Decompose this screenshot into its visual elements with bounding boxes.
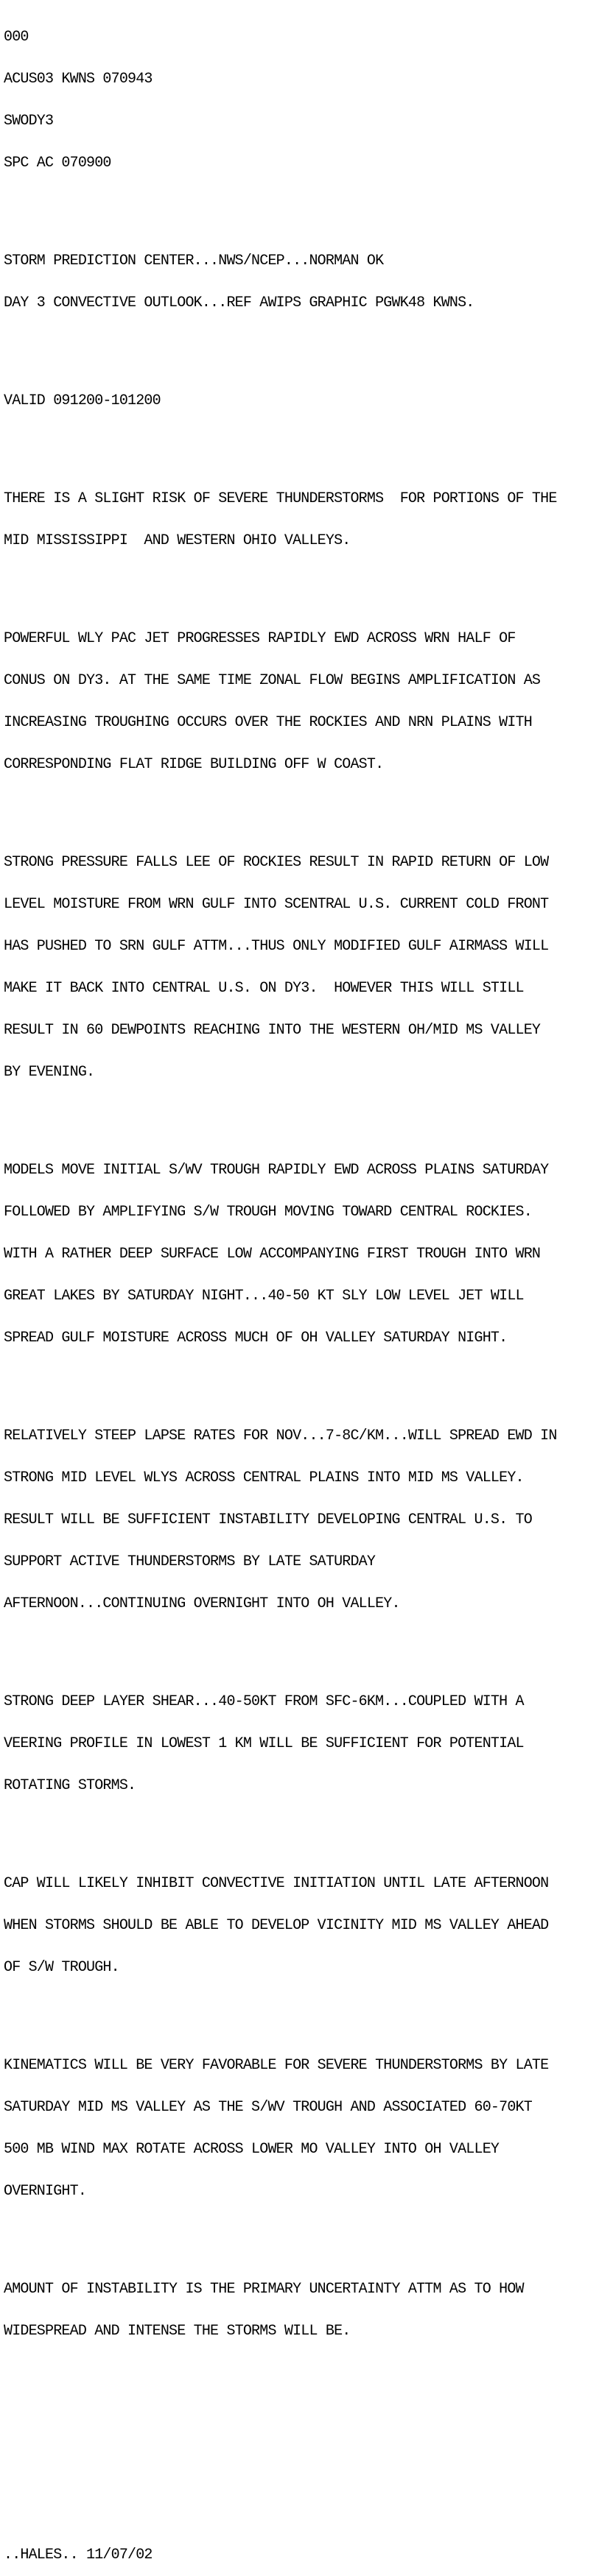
wmo-header-line: ACUS03 KWNS 070943 [4, 71, 153, 88]
synopsis-line: CONUS ON DY3. AT THE SAME TIME ZONAL FLOW BEGINS AMPLIFICATION AS [4, 672, 541, 689]
synopsis-line: POWERFUL WLY PAC JET PROGRESSES RAPIDLY EWD ACROSS WRN HALF OF [4, 630, 516, 647]
cap-paragraph-line: OF S/W TROUGH. [4, 1959, 119, 1976]
moisture-paragraph-line: LEVEL MOISTURE FROM WRN GULF INTO SCENTRAL U.S. CURRENT COLD FRONT [4, 896, 549, 913]
kinematics-paragraph-line: KINEMATICS WILL BE VERY FAVORABLE FOR SEVERE THUNDERSTORMS BY LATE [4, 2057, 549, 2074]
outlook-document [4, 2, 599, 2576]
blank-line [4, 1639, 599, 1653]
blank-line [4, 1821, 599, 1835]
issuance-line: SPC AC 070900 [4, 155, 111, 172]
outlook-title-line: DAY 3 CONVECTIVE OUTLOOK...REF AWIPS GRAPHIC PGWK48 KWNS. [4, 294, 474, 311]
synopsis-line: CORRESPONDING FLAT RIDGE BUILDING OFF W COAST. [4, 756, 384, 773]
uncertainty-paragraph-line: WIDESPREAD AND INTENSE THE STORMS WILL BE. [4, 2323, 351, 2340]
blank-line [4, 1107, 599, 1121]
forecaster-signature: ..HALES.. 11/07/02 [4, 2547, 153, 2563]
models-paragraph-line: GREAT LAKES BY SATURDAY NIGHT...40-50 KT SLY LOW LEVEL JET WILL [4, 1288, 524, 1305]
cap-paragraph-line: WHEN STORMS SHOULD BE ABLE TO DEVELOP VICINITY MID MS VALLEY AHEAD [4, 1917, 549, 1934]
instability-paragraph-line: STRONG MID LEVEL WLYS ACROSS CENTRAL PLAINS INTO MID MS VALLEY. [4, 1469, 524, 1486]
blank-line [4, 436, 599, 450]
blank-line [4, 2002, 599, 2016]
blank-line [4, 2366, 599, 2380]
blank-line [4, 2450, 599, 2464]
blank-line [4, 198, 599, 212]
uncertainty-paragraph-line: AMOUNT OF INSTABILITY IS THE PRIMARY UNCERTAINTY ATTM AS TO HOW [4, 2281, 524, 2298]
awips-id-line: SWODY3 [4, 113, 54, 130]
kinematics-paragraph-line: OVERNIGHT. [4, 2183, 87, 2200]
product-id-line: 000 [4, 29, 29, 46]
cap-paragraph-line: CAP WILL LIKELY INHIBIT CONVECTIVE INITIATION UNTIL LATE AFTERNOON [4, 1875, 549, 1892]
synopsis-line: INCREASING TROUGHING OCCURS OVER THE ROCKIES AND NRN PLAINS WITH [4, 714, 532, 731]
moisture-paragraph-line: RESULT IN 60 DEWPOINTS REACHING INTO THE WESTERN OH/MID MS VALLEY [4, 1022, 541, 1039]
moisture-paragraph-line: BY EVENING. [4, 1064, 95, 1081]
instability-paragraph-line: AFTERNOON...CONTINUING OVERNIGHT INTO OH VALLEY. [4, 1595, 400, 1612]
moisture-paragraph-line: HAS PUSHED TO SRN GULF ATTM...THUS ONLY MODIFIED GULF AIRMASS WILL [4, 938, 549, 955]
blank-line [4, 2492, 599, 2506]
shear-paragraph-line: STRONG DEEP LAYER SHEAR...40-50KT FROM SFC-6KM...COUPLED WITH A [4, 1693, 524, 1710]
moisture-paragraph-line: MAKE IT BACK INTO CENTRAL U.S. ON DY3. HOWEVER THIS WILL STILL [4, 980, 524, 997]
blank-line [4, 2226, 599, 2240]
models-paragraph-line: SPREAD GULF MOISTURE ACROSS MUCH OF OH VALLEY SATURDAY NIGHT. [4, 1330, 508, 1347]
instability-paragraph-line: RESULT WILL BE SUFFICIENT INSTABILITY DEVELOPING CENTRAL U.S. TO [4, 1511, 532, 1528]
blank-line [4, 2408, 599, 2422]
shear-paragraph-line: ROTATING STORMS. [4, 1777, 136, 1794]
office-line: STORM PREDICTION CENTER...NWS/NCEP...NORMAN OK [4, 253, 384, 269]
blank-line [4, 338, 599, 352]
models-paragraph-line: MODELS MOVE INITIAL S/WV TROUGH RAPIDLY EWD ACROSS PLAINS SATURDAY [4, 1162, 549, 1179]
kinematics-paragraph-line: 500 MB WIND MAX ROTATE ACROSS LOWER MO VALLEY INTO OH VALLEY [4, 2141, 500, 2158]
moisture-paragraph-line: STRONG PRESSURE FALLS LEE OF ROCKIES RESULT IN RAPID RETURN OF LOW [4, 854, 549, 871]
risk-summary-line: MID MISSISSIPPI AND WESTERN OHIO VALLEYS. [4, 532, 351, 549]
blank-line [4, 576, 599, 590]
models-paragraph-line: FOLLOWED BY AMPLIFYING S/W TROUGH MOVING TOWARD CENTRAL ROCKIES. [4, 1204, 532, 1221]
valid-time-line: VALID 091200-101200 [4, 392, 161, 409]
models-paragraph-line: WITH A RATHER DEEP SURFACE LOW ACCOMPANYING FIRST TROUGH INTO WRN [4, 1246, 541, 1263]
blank-line [4, 1373, 599, 1387]
instability-paragraph-line: SUPPORT ACTIVE THUNDERSTORMS BY LATE SATURDAY [4, 1553, 376, 1570]
instability-paragraph-line: RELATIVELY STEEP LAPSE RATES FOR NOV...7-8C/KM...WILL SPREAD EWD IN [4, 1428, 557, 1444]
risk-summary-line: THERE IS A SLIGHT RISK OF SEVERE THUNDERSTORMS FOR PORTIONS OF THE [4, 490, 557, 507]
blank-line [4, 800, 599, 814]
kinematics-paragraph-line: SATURDAY MID MS VALLEY AS THE S/WV TROUGH AND ASSOCIATED 60-70KT [4, 2099, 532, 2116]
shear-paragraph-line: VEERING PROFILE IN LOWEST 1 KM WILL BE SUFFICIENT FOR POTENTIAL [4, 1735, 524, 1752]
